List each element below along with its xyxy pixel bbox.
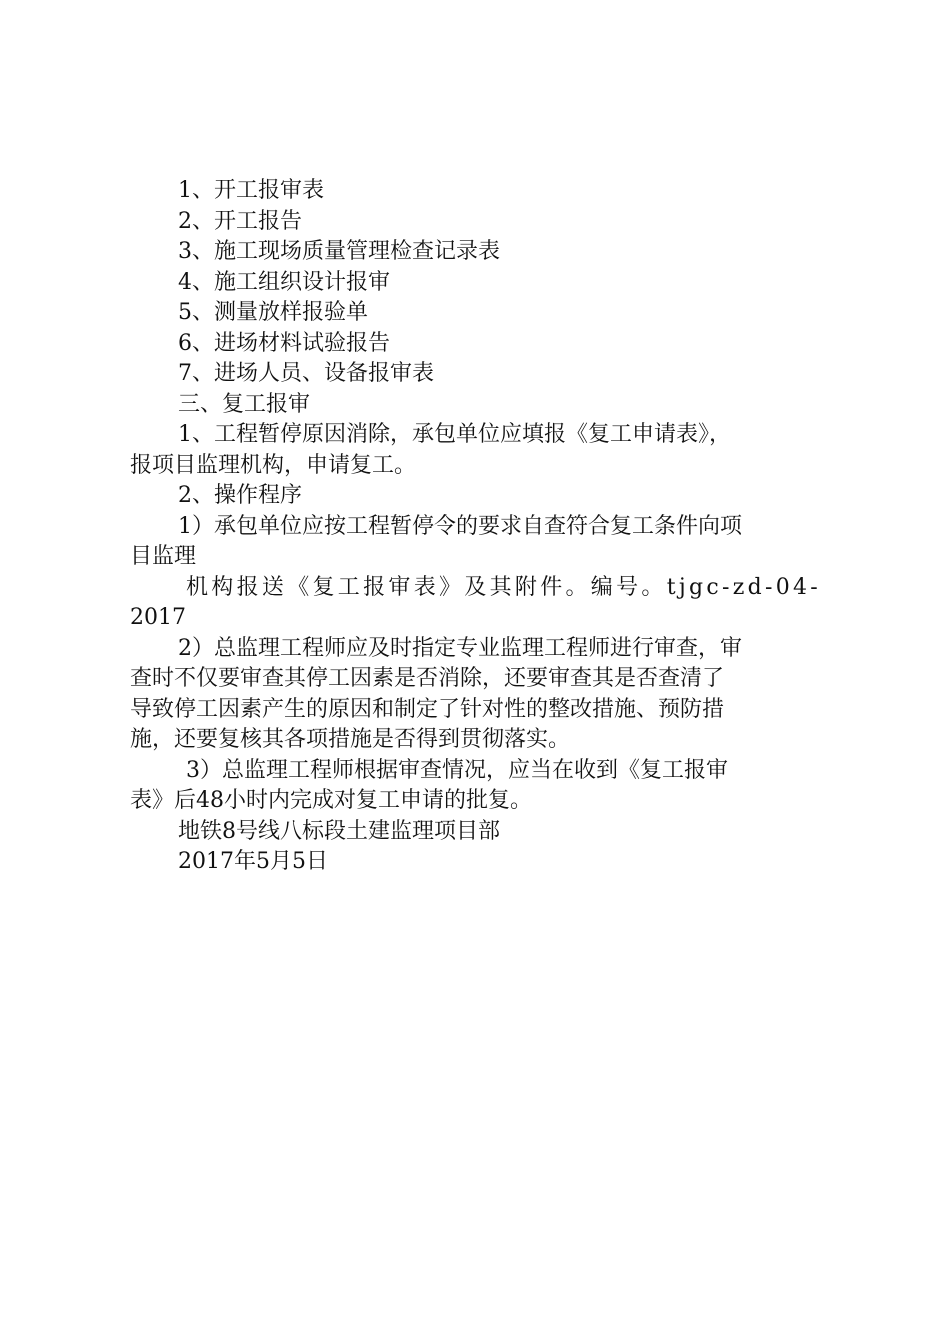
paragraph-line: 目监理	[130, 544, 197, 569]
signature-date: 2017年5月5日	[178, 849, 328, 874]
paragraph-line: 报项目监理机构，申请复工。	[130, 452, 417, 478]
paragraph-line: 导致停工因素产生的原因和制定了针对性的整改措施、预防措	[130, 696, 725, 722]
document-body	[130, 176, 832, 878]
paragraph-line: 表》后48小时内完成对复工申请的批复。	[130, 788, 532, 813]
paragraph-line: 1）承包单位应按工程暂停令的要求自查符合复工条件向项	[178, 513, 742, 539]
section-heading: 三、复工报审	[178, 391, 311, 417]
list-item: 3、施工现场质量管理检查记录表	[178, 239, 500, 264]
paragraph-line: 施，还要复核其各项措施是否得到贯彻落实。	[130, 727, 571, 752]
list-item: 4、施工组织设计报审	[178, 269, 390, 295]
list-item: 6、进场材料试验报告	[178, 330, 390, 356]
paragraph-line: 机构报送《复工报审表》及其附件。编号。tjgc-zd-04-	[186, 574, 822, 600]
paragraph-line: 2017	[130, 605, 186, 630]
list-item: 7、进场人员、设备报审表	[178, 361, 434, 386]
paragraph-line: 1、工程暂停原因消除，承包单位应填报《复工申请表》，	[178, 422, 731, 447]
paragraph-line: 3）总监理工程师根据审查情况，应当在收到《复工报审	[186, 757, 728, 783]
signature-organization: 地铁8号线八标段土建监理项目部	[178, 818, 500, 844]
list-item: 2、开工报告	[178, 208, 302, 234]
paragraph-line: 2、操作程序	[178, 483, 302, 508]
list-item: 5、测量放样报验单	[178, 300, 368, 325]
paragraph-line: 查时不仅要审查其停工因素是否消除，还要审查其是否查清了	[130, 666, 725, 691]
paragraph-line: 2）总监理工程师应及时指定专业监理工程师进行审查，审	[178, 635, 742, 661]
list-item: 1、开工报审表	[178, 178, 324, 203]
